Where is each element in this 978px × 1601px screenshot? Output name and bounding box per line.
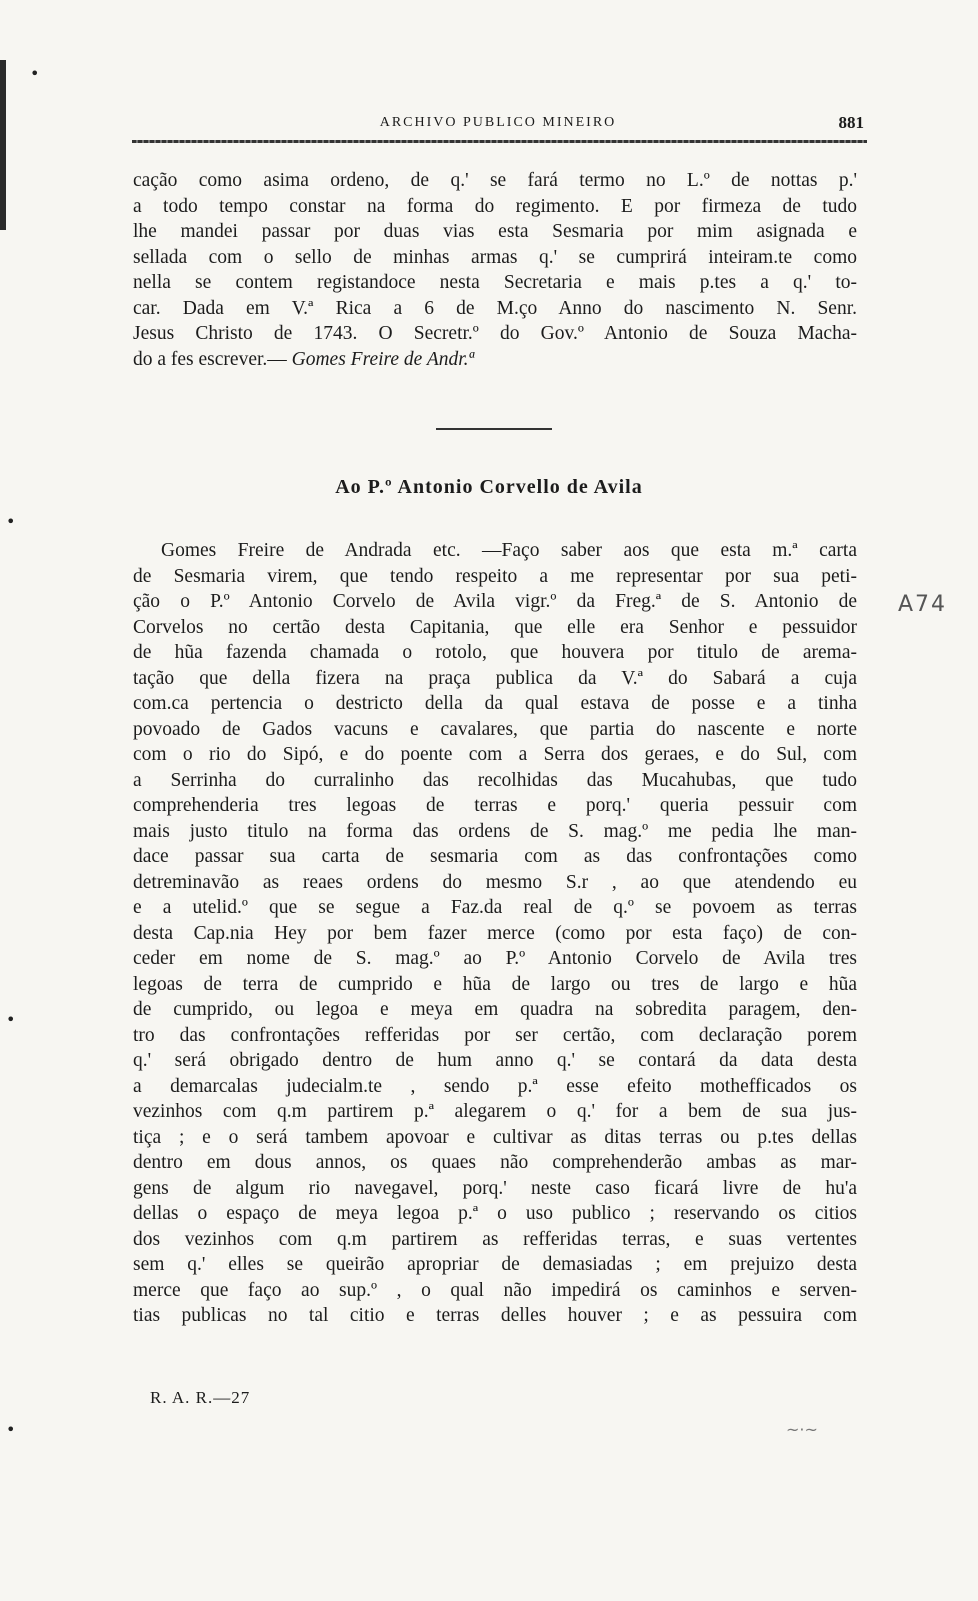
text-fragment: do a fes escrever.— [133, 348, 287, 370]
text-line: tias publicas no tal citio e terras delles houver ; e as pessuira com [133, 1305, 857, 1326]
page-edge-mark [0, 60, 6, 230]
text-line: gens de algum rio navegavel, porq.' neste caso ficará livre de hu'a [133, 1177, 857, 1199]
text-line: Gomes Freire de Andrada etc. —Faço saber aos que esta m.ª carta [161, 540, 857, 561]
handwritten-margin-note: A74 [898, 592, 948, 617]
text-line: comprehenderia tres legoas de terras e porq.' queria pessuir com [133, 795, 857, 816]
text-line: e a utelid.º que se segue a Faz.da real de q.º se povoem as terras [133, 897, 857, 918]
text-line: dace passar sua carta de sesmaria com as das confrontações como [133, 846, 857, 867]
text-line: tro das confrontações refferidas por ser certão, com declaração porem [133, 1024, 857, 1046]
header-rule [132, 140, 867, 143]
text-line: lhe mandei passar por duas vias esta Sesmaria por mim asignada e [133, 221, 857, 242]
text-line: a demarcalas judecialm.te , sendo p.ª esse efeito mothefficados os [133, 1075, 857, 1097]
signature: Gomes Freire de Andr.ª [291, 348, 474, 370]
text-line: a todo tempo constar na forma do regimento. E por firmeza de tudo [133, 195, 857, 217]
text-line: nella se contem registandoce nesta Secretaria e mais p.tes a q.' to- [133, 272, 857, 293]
margin-speck: • [30, 64, 40, 83]
text-line: car. Dada em V.ª Rica a 6 de M.ço Anno do nascimento N. Senr. [133, 297, 857, 319]
text-line: Corvelos no certão desta Capitania, que elle era Senhor e pessuidor [133, 616, 857, 638]
margin-speck: • [6, 512, 16, 531]
section-heading: Ao P.º Antonio Corvello de Avila [335, 476, 643, 498]
text-line: dentro em dous annos, os quaes não comprehenderão ambas as mar- [133, 1152, 857, 1173]
pencil-mark: ~·~ [786, 1420, 818, 1439]
text-line: com o rio do Sipó, e do poente com a Serra dos geraes, e do Sul, com [133, 744, 857, 765]
text-line: q.' será obrigado dentro de hum anno q.' se contará da data desta [133, 1050, 857, 1071]
text-line: detreminavão as reaes ordens do mesmo S.r , ao que atendendo eu [133, 871, 857, 893]
text-line: tação que della fizera na praça publica da V.ª do Sabará a cuja [133, 667, 857, 689]
signature-reference: R. A. R.—27 [150, 1388, 251, 1407]
margin-speck: • [6, 1010, 16, 1029]
text-line: tiça ; e o será tambem apovoar e cultivar as ditas terras ou p.tes dellas [133, 1126, 857, 1148]
text-line: legoas de terra de cumprido e hũa de largo ou tres de largo e hũa [133, 973, 857, 995]
paragraph-main [133, 538, 857, 1329]
text-line: sem q.' elles se queirão apropriar de demasiadas ; em prejuizo desta [133, 1254, 857, 1275]
text-line: a Serrinha do curralinho das recolhidas das Mucahubas, que tudo [133, 769, 857, 791]
margin-speck: • [6, 1420, 16, 1439]
page-number: 881 [838, 113, 864, 132]
text-line: de cumprido, ou legoa e meya em quadra na sobredita paragem, den- [133, 999, 857, 1020]
text-line: Jesus Christo de 1743. O Secretr.º do Gov.º Antonio de Souza Macha- [133, 323, 857, 344]
text-line: ceder em nome de S. mag.º ao P.º Antonio Corvelo de Avila tres [133, 948, 857, 969]
text-line [133, 347, 857, 373]
text-line: merce que faço ao sup.º , o qual não impedirá os caminhos e serven- [133, 1279, 857, 1301]
text-line: com.ca pertencia o destricto della da qual estava de posse e a tinha [133, 693, 857, 714]
text-line: de hũa fazenda chamada o rotolo, que houvera por titulo de arema- [133, 642, 857, 663]
text-line: dellas o espaço de meya legoa p.ª o uso publico ; reservando os citios [133, 1203, 857, 1224]
running-title: ARCHIVO PUBLICO MINEIRO [379, 115, 617, 130]
text-line: desta Cap.nia Hey por bem fazer merce (como por esta faço) de con- [133, 922, 857, 944]
text-line: sellada com o sello de minhas armas q.' se cumprirá inteiram.te como [133, 246, 857, 268]
running-header [132, 113, 864, 137]
text-line: vezinhos com q.m partirem p.ª alegarem o q.' for a bem de sua jus- [133, 1101, 857, 1122]
text-line: dos vezinhos com q.m partirem as refferidas terras, e suas vertentes [133, 1228, 857, 1250]
text-line: cação como asima ordeno, de q.' se fará termo no L.º de nottas p.' [133, 170, 857, 191]
text-line: ção o P.º Antonio Corvelo de Avila vigr.º da Freg.ª de S. Antonio de [133, 591, 857, 612]
text-line: povoado de Gados vacuns e cavalares, que partia do nascente e norte [133, 718, 857, 740]
text-line: de Sesmaria virem, que tendo respeito a me representar por sua peti- [133, 565, 857, 587]
section-divider [436, 428, 552, 430]
paragraph-continuation [133, 168, 857, 372]
text-line: mais justo titulo na forma das ordens de S. mag.º me pedia lhe man- [133, 820, 857, 842]
